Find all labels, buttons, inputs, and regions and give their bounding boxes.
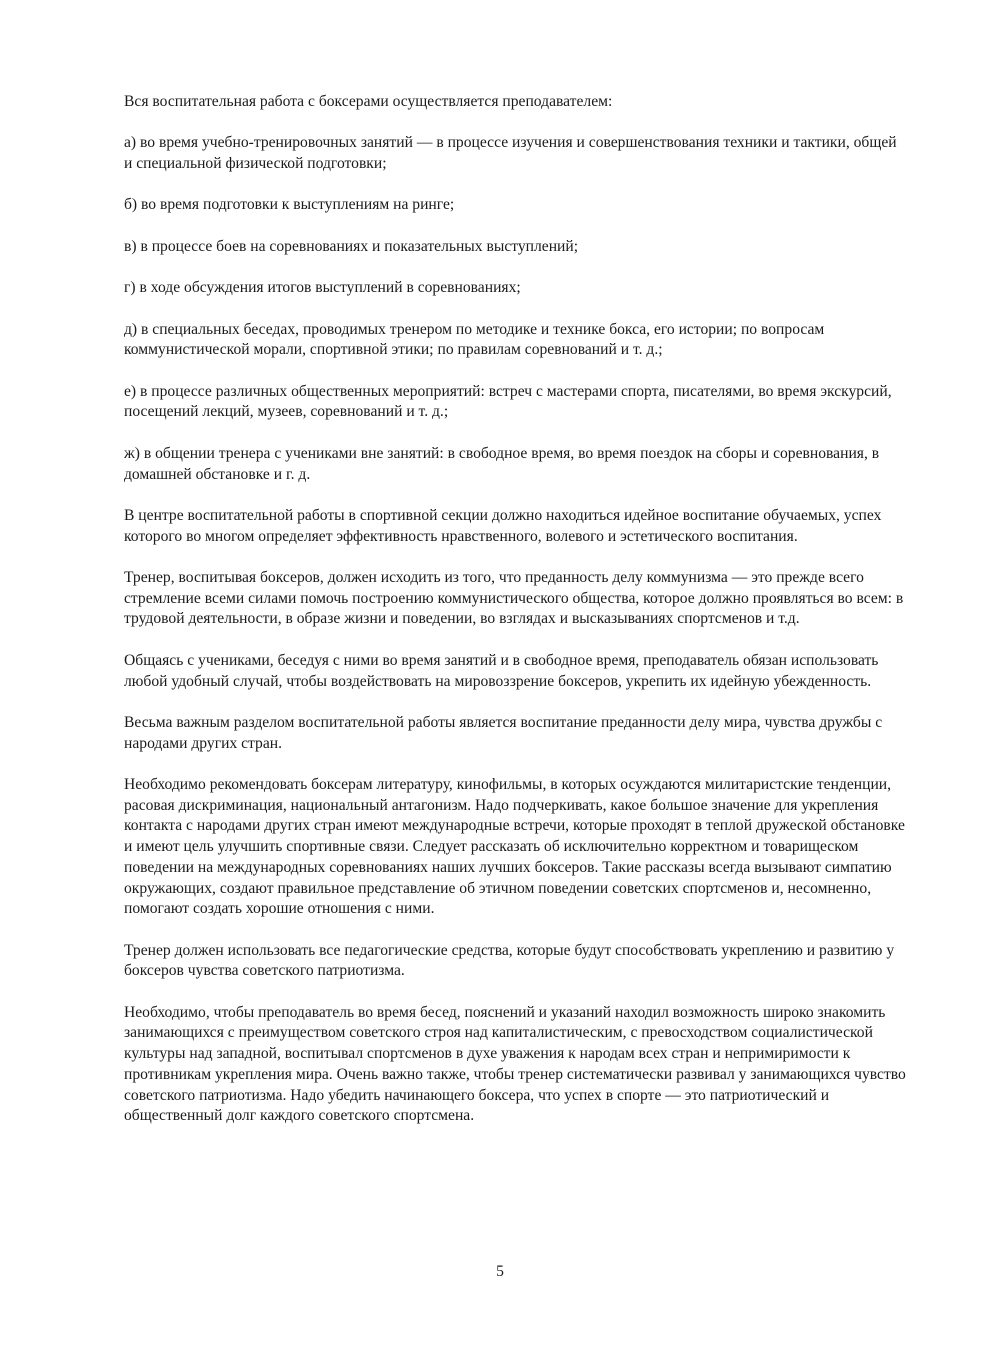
- list-item-d: д) в специальных беседах, проводимых тренером по методике и технике бокса, его истории; по вопросам коммунистической морали, спортивной этики; по правилам соревнований и т. д.;: [124, 320, 825, 359]
- paragraph: В центре воспитательной работы в спортивной секции должно находиться идейное воспитание обучаемых, успех которого во многом определяет эффективность нравственного, волевого и эстетического воспитания.: [124, 506, 882, 545]
- paragraph: Тренер, воспитывая боксеров, должен исходить из того, что преданность делу коммунизма — это прежде всего стремление всеми силами помочь построению коммунистического общества, которое должно проявляться во всем: в трудовой деятельности, в образе жизни и поведении, во взглядах и высказываниях спортсменов и т.д.: [124, 569, 904, 628]
- list-item-g: г) в ходе обсуждения итогов выступлений в соревнованиях;: [124, 279, 521, 297]
- page-number: 5: [496, 1263, 504, 1280]
- list-item-b: б) во время подготовки к выступлениям на ринге;: [124, 196, 455, 214]
- list-item-v: в) в процессе боев на соревнованиях и показательных выступлений;: [124, 237, 579, 255]
- paragraph-intro: Вся воспитательная работа с боксерами осуществляется преподавателем:: [124, 93, 613, 110]
- list-item-a: а) во время учебно-тренировочных занятий — в процессе изучения и совершенствования техники и тактики, общей и специальной физической подготовки;: [124, 134, 897, 173]
- paragraph: Необходимо рекомендовать боксерам литературу, кинофильмы, в которых осуждаются милитаристские тенденции, расовая дискриминация, национальный антагонизм. Надо подчеркивать, какое большое значение для укрепления контакта с народами других стран имеют международные встречи, которые проходят в теплой дружеской обстановке и имеют цель улучшить спортивные связи. Следует рассказать об исключительно корректном и товарищеском поведении на международных соревнованиях наших лучших боксеров. Такие рассказы всегда вызывают симпатию окружающих, создают правильное представление об этичном поведении советских спортсменов и, несомненно, помогают создать хорошие отношения с ними.: [124, 776, 905, 918]
- body-text: [124, 92, 906, 1148]
- list-item-e: е) в процессе различных общественных мероприятий: встреч с мастерами спорта, писателями, во время экскурсий, посещений лекций, музеев, соревнований и т. д.;: [124, 382, 892, 421]
- paragraph: Общаясь с учениками, беседуя с ними во время занятий и в свободное время, преподаватель обязан использовать любой удобный случай, чтобы воздействовать на мировоззрение боксеров, укрепить их идейную убежденность.: [124, 651, 879, 690]
- list-item-zh: ж) в общении тренера с учениками вне занятий: в свободное время, во время поездок на сборы и соревнования, в домашней обстановке и г. д.: [124, 444, 880, 483]
- paragraph: Весьма важным разделом воспитательной работы является воспитание преданности делу мира, чувства дружбы с народами других стран.: [124, 713, 883, 752]
- paragraph: Необходимо, чтобы преподаватель во время бесед, пояснений и указаний находил возможность широко знакомить занимающихся с преимуществом советского строя над капиталистическим, с превосходством социалистической культуры над западной, воспитывал спортсменов в духе уважения к народам всех стран и непримиримости к противникам укрепления мира. Очень важно также, чтобы тренер систематически развивал у занимающихся чувство советского патриотизма. Надо убедить начинающего боксера, что успех в спорте — это патриотический и общественный долг каждого советского спортсмена.: [124, 1003, 906, 1125]
- paragraph: Тренер должен использовать все педагогические средства, которые будут способствовать укреплению и развитию у боксеров чувства советского патриотизма.: [124, 941, 895, 980]
